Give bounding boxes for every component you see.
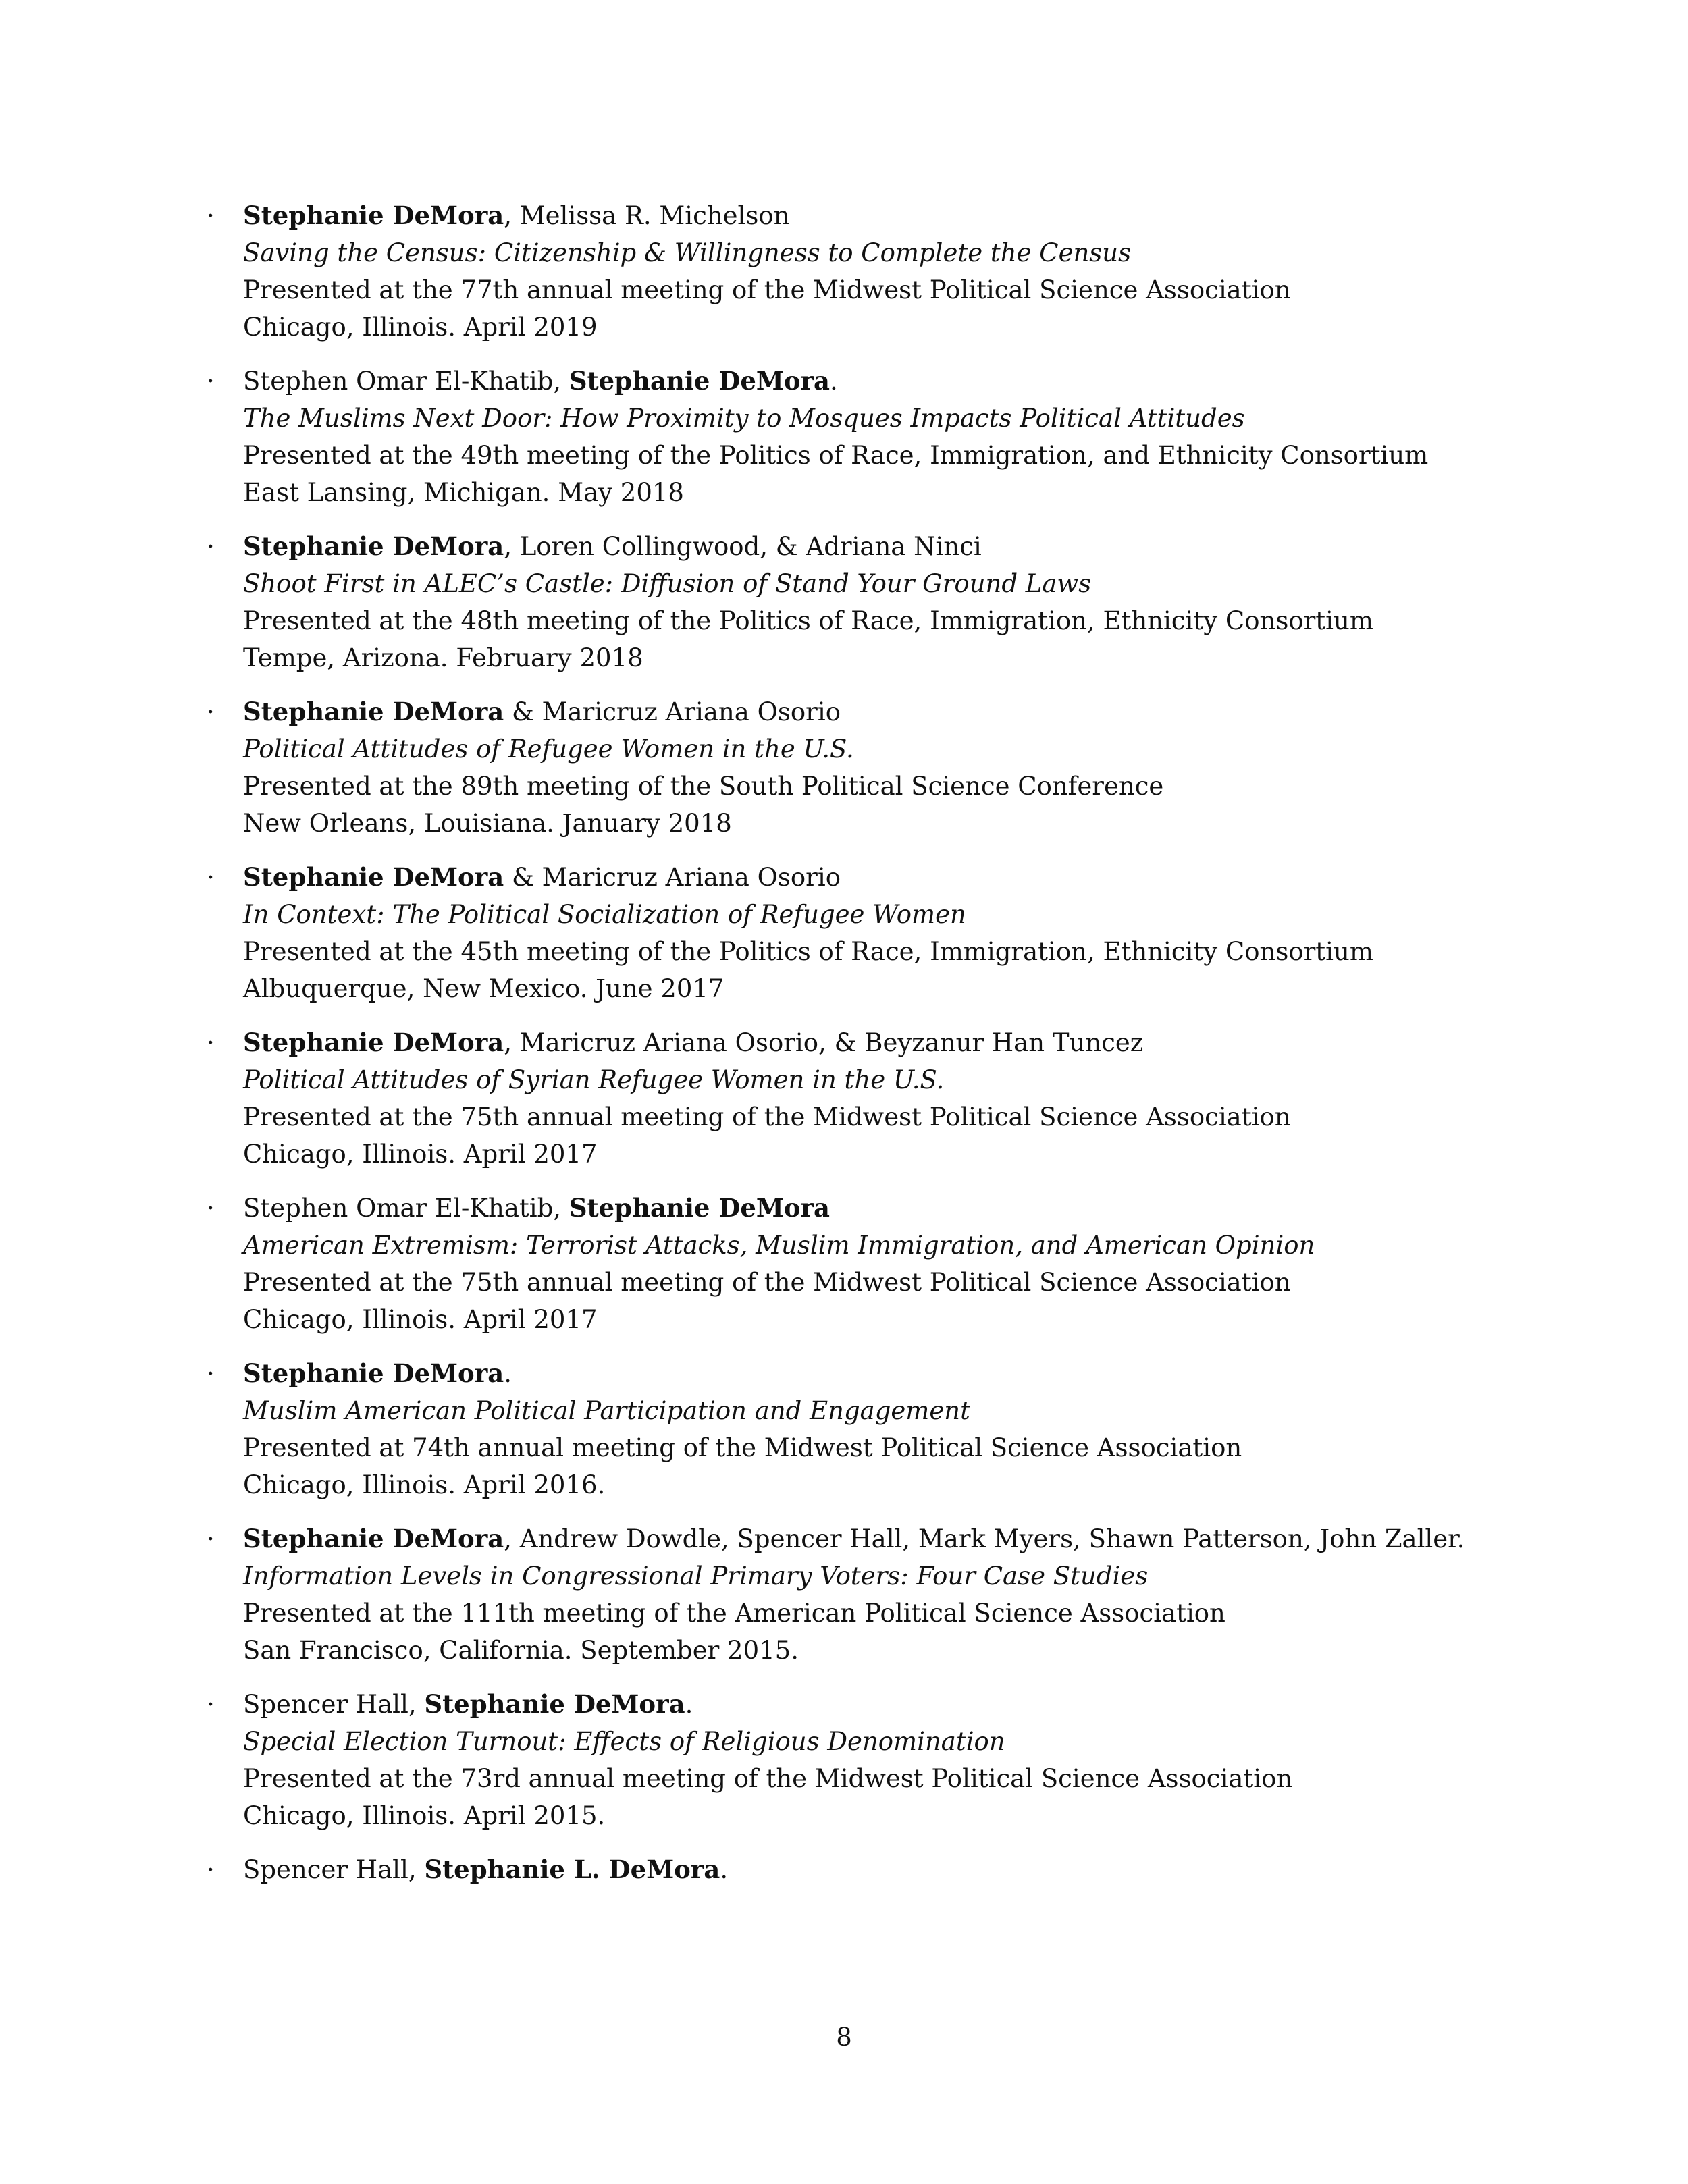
entry-title: Saving the Census: Citizenship & Willingness to Complete the Census: [243, 238, 1132, 267]
author-text: Spencer Hall,: [243, 1855, 425, 1884]
author-text: Stephen Omar El-Khatib,: [243, 1194, 569, 1223]
list-item: [203, 1520, 1485, 1669]
entry-title: Political Attitudes of Syrian Refugee Women in the U.S.: [243, 1065, 945, 1094]
entry-venue: Presented at the 48th meeting of the Politics of Race, Immigration, Ethnicity Consortium: [243, 606, 1373, 635]
presentations-list: [203, 197, 1485, 1905]
entry-title: Shoot First in ALEC’s Castle: Diffusion of Stand Your Ground Laws: [243, 569, 1092, 598]
author-text: & Maricruz Ariana Osorio: [504, 697, 841, 726]
entry-location: Tempe, Arizona. February 2018: [243, 643, 643, 672]
author-highlight: Stephanie DeMora: [243, 1358, 504, 1388]
author-text: Spencer Hall,: [243, 1690, 425, 1719]
bullet-marker: ·: [207, 1855, 215, 1884]
entry-authors: [243, 859, 1485, 896]
entry-location: New Orleans, Louisiana. January 2018: [243, 809, 732, 838]
author-highlight: Stephanie DeMora: [243, 531, 504, 561]
author-highlight: Stephanie DeMora: [243, 1028, 504, 1057]
entry-location: Chicago, Illinois. April 2017: [243, 1305, 598, 1334]
entry-venue: Presented at the 75th annual meeting of the Midwest Political Science Association: [243, 1102, 1291, 1131]
author-text: .: [720, 1855, 729, 1884]
author-highlight: Stephanie DeMora: [243, 862, 504, 892]
entry-venue: Presented at the 75th annual meeting of the Midwest Political Science Association: [243, 1268, 1291, 1297]
list-item: [203, 1686, 1485, 1834]
entry-authors: [243, 1355, 1485, 1392]
author-text: , Loren Collingwood, & Adriana Ninci: [504, 532, 982, 561]
entry-title: In Context: The Political Socialization of Refugee Women: [243, 900, 966, 929]
bullet-marker: ·: [207, 532, 215, 561]
bullet-marker: ·: [207, 697, 215, 726]
entry-location: Chicago, Illinois. April 2017: [243, 1140, 598, 1169]
entry-title: American Extremism: Terrorist Attacks, Muslim Immigration, and American Opinion: [243, 1231, 1315, 1260]
author-text: Stephen Omar El-Khatib,: [243, 367, 569, 396]
author-highlight: Stephanie DeMora: [569, 1193, 830, 1223]
entry-venue: Presented at the 45th meeting of the Politics of Race, Immigration, Ethnicity Consortium: [243, 937, 1373, 966]
entry-title: Political Attitudes of Refugee Women in the U.S.: [243, 735, 854, 764]
entry-venue: Presented at the 49th meeting of the Politics of Race, Immigration, and Ethnicity Consortium: [243, 441, 1429, 470]
entry-location: Chicago, Illinois. April 2016.: [243, 1470, 606, 1499]
author-text: .: [685, 1690, 693, 1719]
list-item: [203, 859, 1485, 1007]
entry-authors: [243, 1686, 1485, 1723]
bullet-marker: ·: [207, 1524, 215, 1553]
entry-title: The Muslims Next Door: How Proximity to Mosques Impacts Political Attitudes: [243, 404, 1245, 433]
bullet-marker: ·: [207, 367, 215, 396]
bullet-marker: ·: [207, 863, 215, 892]
entry-location: Albuquerque, New Mexico. June 2017: [243, 974, 724, 1003]
entry-location: Chicago, Illinois. April 2019: [243, 313, 598, 342]
entry-location: East Lansing, Michigan. May 2018: [243, 478, 684, 507]
author-highlight: Stephanie DeMora: [243, 1524, 504, 1553]
bullet-marker: ·: [207, 1028, 215, 1057]
list-item: [203, 363, 1485, 511]
entry-title: Muslim American Political Participation and Engagement: [243, 1396, 970, 1425]
author-text: , Melissa R. Michelson: [504, 201, 790, 230]
author-highlight: Stephanie DeMora: [569, 366, 830, 396]
entry-venue: Presented at the 111th meeting of the American Political Science Association: [243, 1599, 1225, 1628]
list-item: [203, 1355, 1485, 1503]
author-text: .: [830, 367, 838, 396]
entry-authors: [243, 1024, 1485, 1061]
entry-venue: Presented at the 77th annual meeting of the Midwest Political Science Association: [243, 275, 1291, 304]
bullet-marker: ·: [207, 1194, 215, 1223]
author-highlight: Stephanie DeMora: [243, 697, 504, 726]
entry-authors: [243, 528, 1485, 565]
entry-title: Information Levels in Congressional Primary Voters: Four Case Studies: [243, 1562, 1149, 1591]
author-text: , Maricruz Ariana Osorio, & Beyzanur Han Tuncez: [504, 1028, 1144, 1057]
entry-authors: [243, 1520, 1485, 1557]
list-item: [203, 693, 1485, 842]
list-item: [203, 197, 1485, 346]
page-number: 8: [836, 2023, 852, 2052]
entry-venue: Presented at the 89th meeting of the South Political Science Conference: [243, 772, 1164, 801]
list-item: [203, 1851, 1485, 1888]
bullet-marker: ·: [207, 1690, 215, 1719]
entry-venue: Presented at 74th annual meeting of the Midwest Political Science Association: [243, 1433, 1242, 1462]
list-item: [203, 1024, 1485, 1173]
entry-authors: [243, 1851, 1485, 1888]
entry-authors: [243, 197, 1485, 234]
author-highlight: Stephanie DeMora: [243, 201, 504, 230]
entry-location: Chicago, Illinois. April 2015.: [243, 1801, 606, 1830]
entry-authors: [243, 693, 1485, 730]
author-text: , Andrew Dowdle, Spencer Hall, Mark Myers, Shawn Patterson, John Zaller.: [504, 1524, 1465, 1553]
author-highlight: Stephanie DeMora: [424, 1689, 685, 1719]
list-item: [203, 528, 1485, 676]
author-highlight: Stephanie L. DeMora: [424, 1855, 720, 1884]
entry-authors: [243, 363, 1485, 400]
entry-location: San Francisco, California. September 2015.: [243, 1636, 799, 1665]
bullet-marker: ·: [207, 201, 215, 230]
author-text: .: [504, 1359, 512, 1388]
author-text: & Maricruz Ariana Osorio: [504, 863, 841, 892]
entry-venue: Presented at the 73rd annual meeting of the Midwest Political Science Association: [243, 1764, 1293, 1793]
entry-authors: [243, 1190, 1485, 1227]
list-item: [203, 1190, 1485, 1338]
entry-title: Special Election Turnout: Effects of Religious Denomination: [243, 1727, 1005, 1756]
bullet-marker: ·: [207, 1359, 215, 1388]
